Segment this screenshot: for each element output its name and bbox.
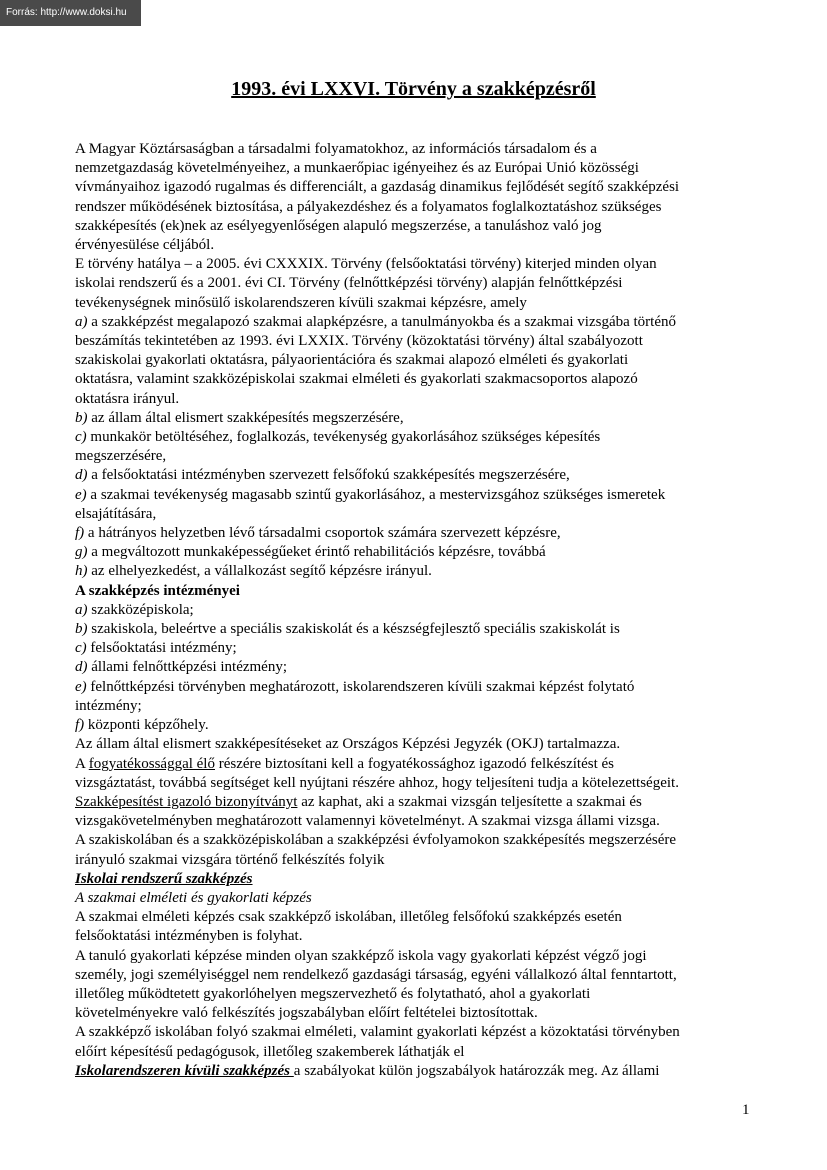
list-letter: g) [75,544,88,561]
text-rest: részére biztosítani kell a fogyatékossághoz igazodó felkészítést és [214,755,615,772]
list-item [75,639,765,658]
list-letter: h) [75,563,88,580]
list-text: szakiskola, beleértve a speciális szakiskolát és a készségfejlesztő speciális szakiskolát is [87,621,620,638]
text-line: nemzetgazdaság követelményeihez, a munkaerőpiac igényeihez és az Európai Unió közösségi [75,160,639,177]
list-item [75,409,765,428]
text-line: tevékenységnek minősülő iskolarendszeren kívüli szakmai képzésre, amely [75,294,527,311]
text-line: illetőleg működtetett gyakorlóhelyen megszervezhető és folytatható, ahol a gyakorlati [75,985,591,1002]
text-line: oktatásra, valamint szakközépiskolai szakmai elméleti és gyakorlati szakmacsoportos alapozó [75,371,638,388]
text-line: A szakmai elméleti képzés csak szakképző iskolában, illetőleg felsőfokú szakképzés esetén [75,909,622,926]
text-line: rendszer működésének biztosítása, a pályakezdéshez és a folyamatos foglalkoztatáshoz szükséges [75,198,662,215]
list-text: a szakmai tevékenység magasabb szintű gyakorlásához, a mestervizsgához szükséges ismeretek [86,486,666,503]
text-rest: az kaphat, aki a szakmai vizsgán teljesítette a szakmai és [297,793,642,810]
institutions-heading: A szakképzés intézményei [75,582,240,599]
list-item [75,486,765,505]
list-letter: d) [75,467,88,484]
disability-link[interactable]: fogyatékossággal élő [88,755,215,772]
text-line: A tanuló gyakorlati képzése minden olyan szakképző iskola vagy gyakorlati képzést végző jogi [75,947,647,964]
source-banner: Forrás: http://www.doksi.hu [0,0,141,26]
list-item [75,313,765,332]
list-item [75,601,765,620]
list-item [75,428,765,447]
text-line: A Magyar Köztársaságban a társadalmi folyamatokhoz, az információs társadalom és a [75,141,597,157]
text-line: megszerzésére, [75,448,167,465]
institutions-list [75,601,765,735]
list-item [75,562,765,581]
text-line: személy, jogi személyiséggel nem rendelkező gazdasági társaság, egyéni vállalkozó által fenntartott, [75,966,677,983]
text-line: E törvény hatálya – a 2005. évi CXXXIX. Törvény (felsőoktatási törvény) kiterjed minden olyan [75,256,657,273]
outside-school-line [75,1062,765,1081]
text-line: beszámítás tekintetében az 1993. évi LXXIX. Törvény (közoktatási törvény) által szabályozott [75,333,643,350]
list-letter: b) [75,409,88,426]
list-text: a felsőoktatási intézményben szervezett felsőfokú szakképesítés megszerzésére, [87,467,570,484]
theory-practice-subheading: A szakmai elméleti és gyakorlati képzés [75,889,312,906]
list-letter: f) [75,717,85,734]
text-line: követelményekre való felkészítés jogszabályban előírt feltételei biztosítottak. [75,1005,538,1022]
list-item [75,658,765,677]
list-item [75,678,765,697]
list-item [75,620,765,639]
document-title: 1993. évi LXXVI. Törvény a szakképzésről [231,78,596,100]
list-item [75,466,765,485]
document-body [75,140,765,1081]
list-letter: c) [75,429,87,446]
list-letter: a) [75,601,88,618]
certificate-line [75,793,765,812]
list-text: az állam által elismert szakképesítés megszerzésére, [87,409,404,426]
text-line: iskolai rendszerű és a 2001. évi CI. Törvény (felnőttképzési törvény) alapján felnőttképzési [75,275,623,292]
list-item [75,543,765,562]
list-text: állami felnőttképzési intézmény; [87,659,288,676]
text-line: vizsgakövetelményben meghatározott valamennyi követelményt. A szakmai vizsga állami vizsga. [75,813,660,830]
list-text: a megváltozott munkaképességűeket érintő rehabilitációs képzésre, továbbá [87,544,546,561]
text-line: szakképesítés (ek)nek az esélyegyenlőségen alapuló megszerzése, a tanuláshoz való jog [75,217,602,234]
list-letter: e) [75,678,87,695]
list-letter: c) [75,640,87,657]
list-text: a hátrányos helyzetben lévő társadalmi csoportok számára szervezett képzésre, [84,525,561,542]
list-letter: d) [75,659,88,676]
certificate-link[interactable]: Szakképesítést igazoló bizonyítványt [75,793,298,810]
text-line: elsajátítására, [75,505,157,522]
list-text: az elhelyezkedést, a vállalkozást segítő képzésre irányul. [87,563,432,580]
text-line: előírt képesítésű pedagógusok, illetőleg szakemberek láthatják el [75,1043,465,1060]
scope-list [75,313,765,582]
text-line: oktatásra irányul. [75,390,180,407]
list-item [75,524,765,543]
list-text: központi képzőhely. [84,717,209,734]
disability-line [75,755,765,774]
scope-paragraph [75,255,765,313]
list-letter: b) [75,621,88,638]
page-number: 1 [742,1102,750,1118]
list-letter: e) [75,486,87,503]
list-text: felsőoktatási intézmény; [86,640,237,657]
text-line: szakiskolai gyakorlati oktatásra, pályaorientációra és szakmai alapozó elméleti és gyakorlati [75,352,629,369]
text-line: irányuló szakmai vizsgára történő felkészítés folyik [75,851,385,868]
text-prefix: A [75,755,89,772]
heading-text: Iskolai rendszerű szakképzés [75,870,253,887]
intro-paragraph [75,140,765,255]
text-rest: a szabályokat külön jogszabályok határozzák meg. Az állami [293,1062,660,1079]
list-text: munkakör betöltéséhez, foglalkozás, tevékenység gyakorlásához szükséges képesítés [86,429,601,446]
list-text: a szakképzést megalapozó szakmai alapképzésre, a tanulmányokba és a szakmai vizsgába történő [87,313,676,330]
outside-school-heading: Iskolarendszeren kívüli szakképzés [75,1062,294,1079]
text-line: A szakképző iskolában folyó szakmai elméleti, valamint gyakorlati képzést a közoktatási törvényben [75,1024,680,1041]
text-line: A szakiskolában és a szakközépiskolában a szakképzési évfolyamokon szakképesítés megszerzésére [75,832,677,849]
text-line: intézmény; [75,697,142,714]
text-line: vizsgáztatást, továbbá segítséget kell nyújtani részére ahhoz, hogy teljesíteni tudja a kötelezettségeit. [75,774,679,791]
list-item [75,716,765,735]
okj-line: Az állam által elismert szakképesítéseket az Országos Képzési Jegyzék (OKJ) tartalmazza. [75,736,621,753]
list-letter: f) [75,525,85,542]
text-line: érvényesülése céljából. [75,237,215,254]
list-text: szakközépiskola; [87,601,194,618]
text-line: felsőoktatási intézményben is folyhat. [75,928,303,945]
text-line: vívmányaihoz igazodó rugalmas és differenciált, a gazdaság dinamikus fejlődését segítő szakképzési [75,179,680,196]
school-system-heading [75,870,765,889]
list-text: felnőttképzési törvényben meghatározott, iskolarendszeren kívüli szakmai képzést folytató [86,678,635,695]
list-letter: a) [75,313,88,330]
